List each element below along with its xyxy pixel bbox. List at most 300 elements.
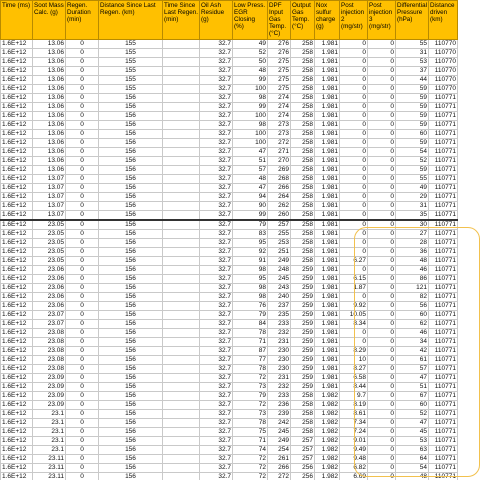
table-cell[interactable]: 32.7 [200,419,233,428]
table-cell[interactable]: 258 [291,230,315,239]
table-cell[interactable] [163,49,200,58]
table-cell[interactable]: 1.6E+12 [1,85,33,94]
table-cell[interactable]: 272 [268,473,291,480]
table-cell[interactable]: 0 [340,103,368,112]
table-cell[interactable]: 156 [99,374,163,383]
table-cell[interactable]: 7.34 [340,419,368,428]
table-cell[interactable]: 233 [268,320,291,329]
table-cell[interactable]: 258 [291,112,315,121]
table-cell[interactable]: 270 [268,157,291,166]
column-header[interactable]: Nox sulfur charge (g) [315,1,340,40]
table-cell[interactable]: 23.06 [33,302,66,311]
table-cell[interactable]: 83 [233,230,268,239]
table-cell[interactable]: 32.7 [200,374,233,383]
table-cell[interactable]: 32.7 [200,40,233,49]
table-cell[interactable]: 32.7 [200,446,233,455]
table-cell[interactable]: 72 [233,374,268,383]
table-cell[interactable]: 59 [396,103,429,112]
table-cell[interactable]: 55 [396,175,429,184]
table-cell[interactable]: 32.7 [200,76,233,85]
table-cell[interactable]: 8.29 [340,347,368,356]
table-cell[interactable]: 48 [233,67,268,76]
table-cell[interactable]: 73 [233,410,268,419]
table-cell[interactable]: 245 [268,275,291,284]
table-cell[interactable]: 6.69 [340,473,368,480]
table-cell[interactable]: 257 [291,446,315,455]
table-cell[interactable]: 110771 [428,175,457,184]
table-cell[interactable] [163,383,200,392]
table-cell[interactable]: 0 [368,293,396,302]
table-cell[interactable]: 110771 [428,383,457,392]
table-cell[interactable]: 155 [99,49,163,58]
table-cell[interactable]: 156 [99,410,163,419]
table-cell[interactable]: 0 [66,437,99,446]
table-cell[interactable]: 258 [291,410,315,419]
table-cell[interactable]: 32.7 [200,284,233,293]
table-cell[interactable]: 23.09 [33,401,66,410]
table-cell[interactable]: 52 [396,410,429,419]
table-cell[interactable]: 60 [396,401,429,410]
table-cell[interactable]: 0 [66,329,99,338]
table-cell[interactable]: 156 [99,230,163,239]
table-cell[interactable]: 110771 [428,266,457,275]
table-cell[interactable]: 1.6E+12 [1,383,33,392]
table-cell[interactable]: 1.6E+12 [1,365,33,374]
table-cell[interactable]: 32.7 [200,365,233,374]
table-cell[interactable] [163,257,200,266]
table-cell[interactable]: 1.981 [315,139,340,148]
table-cell[interactable]: 8.34 [340,320,368,329]
table-cell[interactable]: 259 [291,311,315,320]
table-cell[interactable]: 0 [368,338,396,347]
table-cell[interactable]: 156 [99,473,163,480]
table-cell[interactable]: 156 [99,293,163,302]
table-cell[interactable] [163,437,200,446]
table-cell[interactable]: 156 [99,248,163,257]
table-cell[interactable]: 91 [233,257,268,266]
table-cell[interactable]: 98 [233,121,268,130]
table-cell[interactable]: 258 [291,239,315,248]
column-header[interactable]: Soot Mass Calc. (g) [33,1,66,40]
table-cell[interactable]: 0 [66,446,99,455]
table-cell[interactable]: 52 [233,49,268,58]
table-cell[interactable] [163,374,200,383]
table-cell[interactable]: 258 [291,175,315,184]
table-cell[interactable]: 0 [66,356,99,365]
table-cell[interactable]: 6.58 [340,374,368,383]
table-cell[interactable]: 100 [233,85,268,94]
table-cell[interactable]: 156 [99,455,163,464]
table-cell[interactable]: 23.06 [33,284,66,293]
table-cell[interactable]: 32.7 [200,392,233,401]
table-cell[interactable] [163,455,200,464]
table-cell[interactable]: 100 [233,139,268,148]
table-cell[interactable]: 82 [396,293,429,302]
table-cell[interactable]: 0 [368,302,396,311]
table-cell[interactable]: 8.44 [340,383,368,392]
table-cell[interactable]: 1.981 [315,175,340,184]
table-cell[interactable]: 32.7 [200,94,233,103]
table-cell[interactable]: 0 [368,230,396,239]
table-cell[interactable]: 1.6E+12 [1,67,33,76]
table-cell[interactable] [163,275,200,284]
table-cell[interactable]: 0 [368,329,396,338]
table-cell[interactable]: 231 [268,338,291,347]
table-cell[interactable]: 75 [233,428,268,437]
table-cell[interactable]: 47 [233,148,268,157]
table-cell[interactable]: 0 [340,293,368,302]
column-header[interactable]: Output Gas Temp. (°C) [291,1,315,40]
table-cell[interactable]: 23.05 [33,248,66,257]
table-cell[interactable]: 32.7 [200,356,233,365]
table-cell[interactable]: 0 [368,428,396,437]
table-cell[interactable]: 13.07 [33,211,66,221]
table-cell[interactable]: 45 [396,428,429,437]
table-cell[interactable]: 6.82 [340,464,368,473]
table-cell[interactable]: 59 [396,112,429,121]
table-cell[interactable]: 1.981 [315,365,340,374]
table-cell[interactable]: 74 [233,446,268,455]
column-header[interactable]: Differential Pressure (hPa) [396,1,429,40]
table-cell[interactable]: 0 [340,40,368,49]
table-cell[interactable]: 259 [291,365,315,374]
table-cell[interactable]: 48 [396,473,429,480]
table-cell[interactable]: 13.07 [33,193,66,202]
table-cell[interactable]: 1.982 [315,419,340,428]
table-cell[interactable]: 32.7 [200,148,233,157]
table-cell[interactable]: 0 [368,130,396,139]
table-cell[interactable]: 110770 [428,85,457,94]
table-cell[interactable]: 23.06 [33,266,66,275]
table-cell[interactable]: 0 [66,230,99,239]
table-cell[interactable]: 0 [368,374,396,383]
table-cell[interactable]: 6.15 [340,275,368,284]
table-cell[interactable]: 0 [340,130,368,139]
table-cell[interactable]: 1.6E+12 [1,437,33,446]
table-cell[interactable]: 0 [368,58,396,67]
table-cell[interactable]: 9.7 [340,392,368,401]
table-cell[interactable]: 110771 [428,130,457,139]
table-cell[interactable]: 156 [99,239,163,248]
table-cell[interactable]: 1.6E+12 [1,211,33,221]
table-cell[interactable]: 0 [66,220,99,230]
table-cell[interactable]: 23.06 [33,275,66,284]
table-cell[interactable]: 110771 [428,392,457,401]
table-cell[interactable] [163,392,200,401]
table-cell[interactable]: 0 [66,419,99,428]
table-cell[interactable] [163,67,200,76]
table-cell[interactable]: 71 [233,437,268,446]
table-cell[interactable]: 78 [233,365,268,374]
table-cell[interactable] [163,85,200,94]
table-cell[interactable]: 110771 [428,356,457,365]
table-cell[interactable]: 32.7 [200,85,233,94]
table-cell[interactable]: 23.07 [33,311,66,320]
table-cell[interactable]: 99 [233,211,268,221]
table-cell[interactable] [163,40,200,49]
table-cell[interactable]: 1.981 [315,266,340,275]
table-cell[interactable]: 258 [291,211,315,221]
table-cell[interactable]: 1.6E+12 [1,112,33,121]
table-cell[interactable]: 23.08 [33,347,66,356]
table-cell[interactable]: 32.7 [200,473,233,480]
table-cell[interactable]: 1.6E+12 [1,464,33,473]
table-cell[interactable]: 110771 [428,166,457,175]
table-cell[interactable]: 156 [99,392,163,401]
table-cell[interactable]: 79 [233,311,268,320]
table-cell[interactable]: 1.6E+12 [1,94,33,103]
table-cell[interactable] [163,121,200,130]
table-cell[interactable]: 13.07 [33,202,66,211]
table-cell[interactable]: 274 [268,94,291,103]
table-cell[interactable]: 1.6E+12 [1,410,33,419]
table-cell[interactable]: 23.08 [33,356,66,365]
table-cell[interactable]: 156 [99,437,163,446]
table-cell[interactable]: 23.09 [33,374,66,383]
table-cell[interactable]: 258 [291,130,315,139]
table-cell[interactable]: 276 [268,49,291,58]
table-cell[interactable]: 264 [268,193,291,202]
table-cell[interactable]: 1.981 [315,184,340,193]
table-cell[interactable]: 273 [268,130,291,139]
table-cell[interactable]: 49 [396,184,429,193]
table-cell[interactable] [163,58,200,67]
table-cell[interactable]: 23.1 [33,419,66,428]
table-cell[interactable]: 13.06 [33,94,66,103]
table-cell[interactable]: 0 [340,220,368,230]
table-cell[interactable]: 1.6E+12 [1,401,33,410]
table-cell[interactable]: 156 [99,103,163,112]
table-cell[interactable]: 1.981 [315,338,340,347]
table-cell[interactable]: 32.7 [200,455,233,464]
table-cell[interactable]: 99 [233,76,268,85]
table-cell[interactable]: 110771 [428,220,457,230]
table-cell[interactable]: 90 [233,202,268,211]
table-cell[interactable]: 0 [368,121,396,130]
table-cell[interactable]: 0 [66,40,99,49]
table-cell[interactable]: 156 [99,193,163,202]
table-cell[interactable]: 156 [99,383,163,392]
table-cell[interactable]: 156 [99,112,163,121]
column-header[interactable]: Distance Since Last Regen. (km) [99,1,163,40]
table-cell[interactable]: 259 [291,284,315,293]
table-cell[interactable]: 0 [368,85,396,94]
table-cell[interactable]: 258 [291,94,315,103]
table-cell[interactable]: 257 [291,455,315,464]
table-cell[interactable]: 23.09 [33,392,66,401]
table-cell[interactable]: 0 [66,148,99,157]
table-cell[interactable]: 156 [99,121,163,130]
table-cell[interactable]: 32.7 [200,166,233,175]
table-cell[interactable]: 110771 [428,293,457,302]
table-cell[interactable]: 59 [396,121,429,130]
table-cell[interactable]: 1.982 [315,428,340,437]
table-cell[interactable] [163,76,200,85]
table-cell[interactable]: 1.6E+12 [1,148,33,157]
table-cell[interactable]: 251 [268,248,291,257]
table-cell[interactable]: 0 [368,239,396,248]
table-cell[interactable]: 1.981 [315,76,340,85]
table-cell[interactable]: 13.06 [33,166,66,175]
table-cell[interactable]: 110771 [428,230,457,239]
table-cell[interactable]: 156 [99,311,163,320]
table-cell[interactable]: 32.7 [200,103,233,112]
table-cell[interactable]: 1.981 [315,211,340,221]
table-cell[interactable] [163,428,200,437]
table-cell[interactable]: 258 [291,85,315,94]
table-cell[interactable]: 1.981 [315,248,340,257]
table-cell[interactable]: 110771 [428,374,457,383]
table-cell[interactable]: 0 [368,76,396,85]
table-cell[interactable]: 0 [368,40,396,49]
table-cell[interactable]: 1.6E+12 [1,257,33,266]
table-cell[interactable] [163,112,200,121]
table-cell[interactable]: 1.6E+12 [1,184,33,193]
table-cell[interactable]: 1.982 [315,410,340,419]
table-cell[interactable]: 32.7 [200,220,233,230]
table-cell[interactable]: 32.7 [200,121,233,130]
table-cell[interactable]: 0 [368,473,396,480]
table-cell[interactable]: 98 [233,284,268,293]
table-cell[interactable]: 0 [66,473,99,480]
table-cell[interactable]: 98 [233,266,268,275]
table-cell[interactable]: 156 [99,347,163,356]
table-cell[interactable]: 0 [340,329,368,338]
table-cell[interactable]: 0 [66,157,99,166]
table-cell[interactable]: 32.7 [200,464,233,473]
table-cell[interactable] [163,410,200,419]
table-cell[interactable] [163,401,200,410]
table-cell[interactable]: 48 [233,175,268,184]
table-cell[interactable]: 110771 [428,464,457,473]
table-cell[interactable]: 156 [99,130,163,139]
table-cell[interactable]: 156 [99,446,163,455]
table-cell[interactable]: 110771 [428,311,457,320]
table-cell[interactable]: 110771 [428,112,457,121]
table-cell[interactable]: 1.6E+12 [1,266,33,275]
table-cell[interactable]: 1.6E+12 [1,175,33,184]
table-cell[interactable]: 259 [291,293,315,302]
table-cell[interactable]: 0 [368,392,396,401]
table-cell[interactable]: 1.981 [315,85,340,94]
table-cell[interactable]: 1.982 [315,446,340,455]
table-cell[interactable]: 1.6E+12 [1,49,33,58]
table-cell[interactable]: 1.87 [340,284,368,293]
table-cell[interactable]: 156 [99,320,163,329]
table-cell[interactable]: 23.05 [33,220,66,230]
table-cell[interactable]: 9.01 [340,437,368,446]
table-cell[interactable]: 235 [268,311,291,320]
table-cell[interactable]: 36 [396,248,429,257]
table-cell[interactable]: 266 [268,464,291,473]
table-cell[interactable]: 0 [66,248,99,257]
table-cell[interactable]: 254 [268,446,291,455]
table-cell[interactable]: 1.981 [315,94,340,103]
table-cell[interactable]: 156 [99,220,163,230]
table-cell[interactable]: 0 [66,401,99,410]
table-cell[interactable]: 1.6E+12 [1,428,33,437]
table-cell[interactable]: 258 [291,40,315,49]
table-cell[interactable]: 1.6E+12 [1,157,33,166]
table-cell[interactable]: 156 [99,157,163,166]
table-cell[interactable]: 0 [66,166,99,175]
table-cell[interactable]: 1.981 [315,284,340,293]
table-cell[interactable]: 32.7 [200,202,233,211]
table-cell[interactable]: 1.6E+12 [1,473,33,480]
table-cell[interactable]: 1.981 [315,193,340,202]
table-cell[interactable]: 0 [368,220,396,230]
table-cell[interactable]: 156 [99,428,163,437]
table-cell[interactable]: 0 [368,184,396,193]
table-cell[interactable]: 57 [396,365,429,374]
table-cell[interactable]: 275 [268,67,291,76]
table-cell[interactable]: 0 [368,347,396,356]
table-cell[interactable]: 13.06 [33,58,66,67]
table-cell[interactable]: 1.982 [315,473,340,480]
table-cell[interactable]: 30 [396,220,429,230]
table-cell[interactable]: 0 [368,103,396,112]
table-cell[interactable]: 0 [66,175,99,184]
table-cell[interactable]: 55 [396,40,429,49]
table-cell[interactable]: 32.7 [200,428,233,437]
table-cell[interactable]: 255 [268,230,291,239]
table-cell[interactable]: 13.07 [33,184,66,193]
table-cell[interactable]: 156 [99,329,163,338]
table-cell[interactable]: 0 [340,157,368,166]
table-cell[interactable]: 1.6E+12 [1,40,33,49]
table-cell[interactable]: 0 [340,266,368,275]
table-cell[interactable]: 1.6E+12 [1,121,33,130]
table-cell[interactable]: 156 [99,284,163,293]
table-cell[interactable]: 1.6E+12 [1,446,33,455]
table-cell[interactable]: 110771 [428,401,457,410]
table-cell[interactable]: 258 [291,58,315,67]
table-cell[interactable]: 1.982 [315,437,340,446]
table-cell[interactable]: 73 [233,383,268,392]
table-cell[interactable]: 1.981 [315,275,340,284]
table-cell[interactable]: 1.981 [315,49,340,58]
table-cell[interactable]: 32.7 [200,239,233,248]
table-cell[interactable]: 110771 [428,202,457,211]
table-cell[interactable]: 233 [268,392,291,401]
table-cell[interactable]: 0 [368,166,396,175]
table-cell[interactable]: 53 [396,437,429,446]
table-cell[interactable]: 110771 [428,437,457,446]
table-cell[interactable]: 1.6E+12 [1,311,33,320]
table-cell[interactable]: 272 [268,139,291,148]
table-cell[interactable]: 258 [291,67,315,76]
table-cell[interactable]: 79 [233,220,268,230]
table-cell[interactable] [163,202,200,211]
table-cell[interactable]: 1.981 [315,202,340,211]
table-cell[interactable]: 1.6E+12 [1,455,33,464]
table-cell[interactable]: 110771 [428,248,457,257]
table-cell[interactable]: 1.6E+12 [1,284,33,293]
table-cell[interactable] [163,148,200,157]
table-cell[interactable]: 1.6E+12 [1,356,33,365]
table-cell[interactable]: 0 [66,202,99,211]
table-cell[interactable]: 0 [66,338,99,347]
table-cell[interactable]: 236 [268,401,291,410]
table-cell[interactable]: 0 [66,85,99,94]
table-cell[interactable]: 13.06 [33,103,66,112]
table-cell[interactable]: 98 [233,293,268,302]
table-cell[interactable]: 0 [368,356,396,365]
table-cell[interactable]: 10.05 [340,311,368,320]
table-cell[interactable]: 47 [396,374,429,383]
table-cell[interactable]: 32.7 [200,401,233,410]
table-cell[interactable]: 44 [396,76,429,85]
